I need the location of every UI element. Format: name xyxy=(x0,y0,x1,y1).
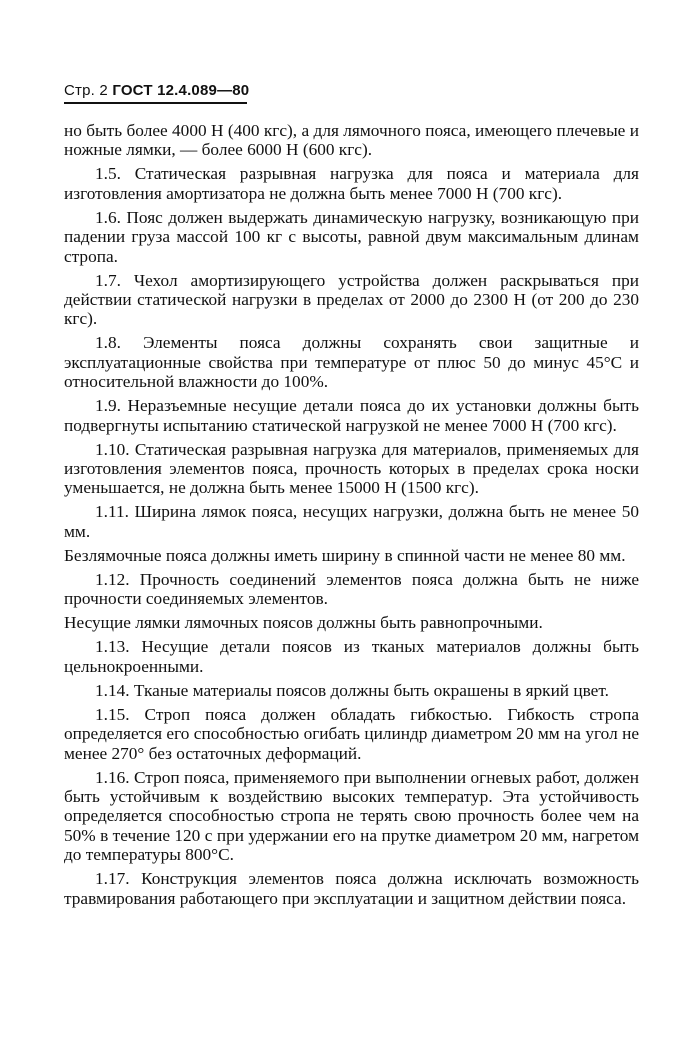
paragraph-1-9: 1.9. Неразъемные несущие детали пояса до их установки должны быть подвергнуты испытанию статической нагрузкой не менее 7000 Н (700 кгс). xyxy=(64,396,639,435)
paragraph-1-13: 1.13. Несущие детали поясов из тканых материалов должны быть цельнокроенными. xyxy=(64,637,639,676)
standard-code: ГОСТ 12.4.089—80 xyxy=(112,82,250,99)
paragraph-1-6: 1.6. Пояс должен выдержать динамическую нагрузку, возникающую при падении груза массой 100 кг с высоты, равной двум максимальным длинам стропа. xyxy=(64,207,639,266)
paragraph-continuation: но быть более 4000 Н (400 кгс), а для лямочного пояса, имеющего плечевые и ножные лямки, — более 6000 Н (600 кгс). xyxy=(64,121,639,160)
header-underline xyxy=(64,102,247,104)
paragraph-1-14: 1.14. Тканые материалы поясов должны быть окрашены в яркий цвет. xyxy=(95,680,609,700)
paragraph-1-17: 1.17. Конструкция элементов пояса должна исключать возможность травмирования работающего при эксплуатации и защитном действии пояса. xyxy=(64,869,639,908)
paragraph-1-11: 1.11. Ширина лямок пояса, несущих нагрузки, должна быть не менее 50 мм. xyxy=(64,502,639,541)
page-header xyxy=(64,82,249,99)
paragraph-1-15: 1.15. Строп пояса должен обладать гибкостью. Гибкость стропа определяется его способностью огибать цилиндр диаметром 20 мм на угол не менее 270° без остаточных деформаций. xyxy=(64,704,639,763)
paragraph-1-16: 1.16. Строп пояса, применяемого при выполнении огневых работ, должен быть устойчивым к воздействию высоких температур. Эта устойчивость определяется способностью стропа не терять свою прочность более чем на 50% в течение 120 с при удержании его на прутке диаметром 20 мм, нагретом до температуры 800°С. xyxy=(64,767,639,865)
paragraph-1-10: 1.10. Статическая разрывная нагрузка для материалов, применяемых для изготовления элементов пояса, прочность которых в пределах срока носки уменьшается, не должна быть менее 15000 Н (1500 кгс). xyxy=(64,439,639,498)
document-body xyxy=(64,121,639,913)
paragraph-1-7: 1.7. Чехол амортизирующего устройства должен раскрываться при действии статической нагрузки в пределах от 2000 до 2300 Н (от 200 до 230 кгс). xyxy=(64,270,639,329)
paragraph-bearing-straps: Несущие лямки лямочных поясов должны быть равнопрочными. xyxy=(64,613,543,633)
page-number-label: Стр. 2 xyxy=(64,82,108,99)
paragraph-1-5: 1.5. Статическая разрывная нагрузка для пояса и материала для изготовления амортизатора не должна быть менее 7000 Н (700 кгс). xyxy=(64,164,639,203)
paragraph-beltless-width: Безлямочные пояса должны иметь ширину в спинной части не менее 80 мм. xyxy=(64,545,626,565)
paragraph-1-12: 1.12. Прочность соединений элементов пояса должна быть не ниже прочности соединяемых элементов. xyxy=(64,569,639,609)
paragraph-1-8: 1.8. Элементы пояса должны сохранять свои защитные и эксплуатационные свойства при температуре от плюс 50 до минус 45°С и относительной влажности до 100%. xyxy=(64,333,639,392)
